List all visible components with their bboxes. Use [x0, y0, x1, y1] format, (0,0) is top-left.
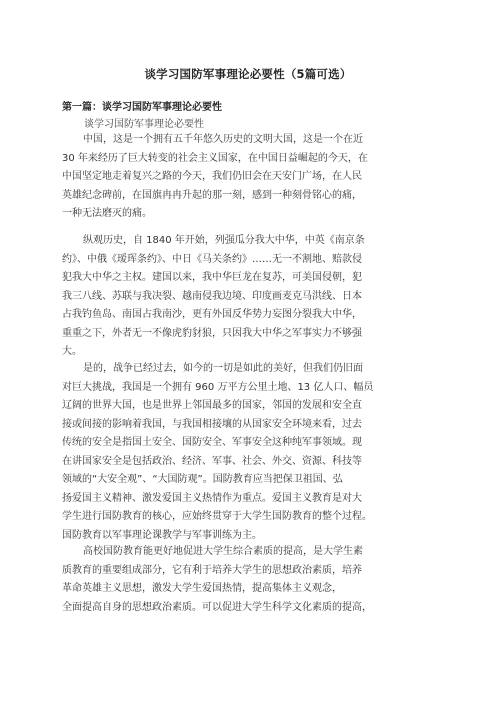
paragraph-line: 占我钓鱼岛、南国占我南沙，更有外国反华势力妄图分裂我大中华， — [62, 309, 362, 320]
paragraph-line: 约》、中俄《瑷珲条约》、中日《马关条约》……无一不割地、赔款侵 — [62, 253, 362, 265]
paragraph-2 — [62, 232, 440, 362]
paragraph-line: 一种无法磨灭的痛。 — [62, 208, 152, 219]
paragraph-line: 领域的“大安全观”、“大国防观”。国防教育应当把保卫祖国、弘 — [62, 474, 343, 485]
section-subtitle: 谈学习国防军事理论必要性 — [84, 119, 204, 130]
paragraph-line: 高校国防教育能更好地促进大学生综合素质的提高，是大学生素 — [83, 546, 363, 557]
paragraph-line: 英雄纪念碑前，在国旗冉冉升起的那一刻，感到一种刻骨铭心的痛， — [62, 189, 362, 201]
paragraph-line: 30 年来经历了巨大转变的社会主义国家，在中国日益崛起的今天，在 — [62, 152, 368, 164]
section-heading: 第一篇：谈学习国防军事理论必要性 — [62, 102, 222, 113]
paragraph-line: 中国，这是一个拥有五千年悠久历史的文明大国，这是一个在近 — [83, 134, 363, 145]
paragraph-line: 扬爱国主义精神、激发爱国主义热情作为重点。爱国主义教育是对大 — [62, 492, 362, 504]
paragraph-line: 大。 — [62, 346, 82, 357]
paragraph-line: 中国坚定地走着复兴之路的今天，我们仍旧会在天安门广场，在人民 — [62, 171, 362, 182]
paragraph-line: 是的，战争已经过去，如今的一切是如此的美好，但我们仍旧面 — [83, 363, 363, 374]
document-title: 谈学习国防军事理论必要性（5篇可选） — [144, 67, 352, 81]
paragraph-line: 学生进行国防教育的核心，应始终贯穿于大学生国防教育的整个过程。 — [62, 511, 372, 522]
paragraph-3 — [62, 360, 440, 545]
paragraph-line: 传统的安全是指国土安全、国防安全、军事安全这种纯军事领域。现 — [62, 437, 362, 448]
paragraph-line: 重重之下，外者无一不像虎豹豺狼，只因我大中华之军事实力不够强 — [62, 327, 362, 339]
paragraph-4 — [62, 543, 440, 617]
paragraph-line: 在讲国家安全是包括政治、经济、军事、社会、外交、资源、科技等 — [62, 455, 362, 467]
paragraph-line: 辽阔的世界大国，也是世界上邻国最多的国家，邻国的发展和安全直 — [62, 400, 362, 411]
paragraph-line: 革命英雄主义思想，激发大学生爱国热情，提高集体主义观念， — [62, 583, 342, 594]
paragraph-line: 质教育的重要组成部分，它有利于培养大学生的思想政治素质，培养 — [62, 564, 362, 576]
paragraph-line: 对巨大挑战，我国是一个拥有 960 万平方公里土地、13 亿人口、幅员 — [62, 381, 374, 393]
paragraph-line: 全面提高自身的思想政治素质。可以促进大学生科学文化素质的提高， — [62, 601, 372, 613]
paragraph-line: 纵观历史，自 1840 年开始，列强瓜分我大中华，中英《南京条 — [83, 235, 365, 246]
paragraph-line: 接或间接的影响着我国，与我国相接壤的从国家安全环境来看，过去 — [62, 418, 362, 430]
paragraph-line: 国防教育以军事理论课教学与军事训练为主。 — [62, 529, 262, 541]
paragraph-line: 犯我大中华之主权。建国以来，我中华巨龙在复苏，可美国侵朝，犯 — [62, 272, 362, 283]
paragraph-line: 我三八线、苏联与我决裂、越南侵我边境、印度画麦克马洪线、日本 — [62, 290, 362, 302]
paragraph-1 — [62, 131, 440, 224]
